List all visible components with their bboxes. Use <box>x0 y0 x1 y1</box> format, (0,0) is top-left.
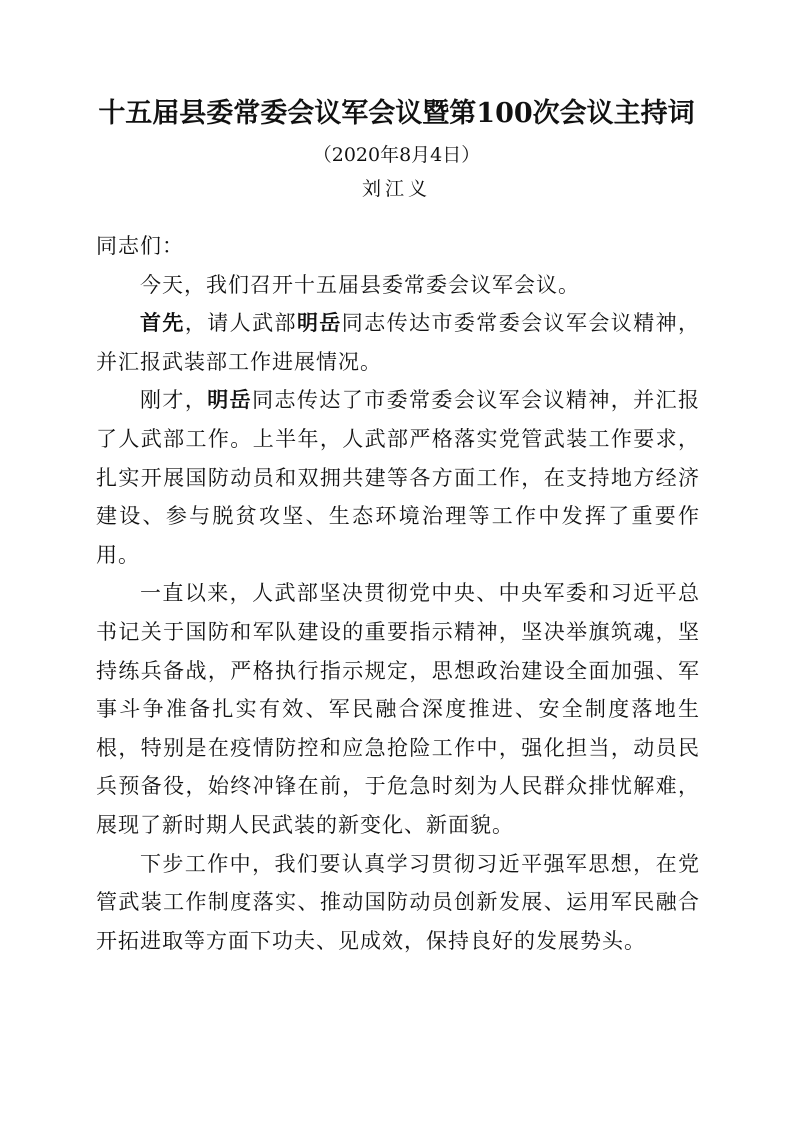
document-author: 刘江义 <box>361 178 431 200</box>
paragraph-1: 今天，我们召开十五届县委常委会议军会议。 <box>140 272 580 297</box>
paragraph-2-lead: 首先 <box>140 310 185 336</box>
paragraph-3-text-a: 刚才， <box>140 388 208 413</box>
salutation: 同志们： <box>96 234 184 258</box>
document-date: （2020年8月4日） <box>312 144 481 166</box>
paragraph-2-text-b: 同志传达市委常委会议军会议精神，并汇报武装部工作进展情况。 <box>96 311 701 374</box>
paragraph-4: 一直以来，人武部坚决贯彻党中央、中央军委和习近平总书记关于国防和军队建设的重要指示精神，坚决举旗筑魂，坚持练兵备战，严格执行指示规定，思想政治建设全面加强、军事斗争准备扎实有效、军民融合深度推进、安全制度落地生根，特别是在疫情防控和应急抢险工作中，强化担当，动员民兵预备役，始终冲锋在前，于危急时刻为人民群众排忧解难，展现了新时期人民武装的新变化、新面貌。 <box>96 581 700 837</box>
paragraph-2-person-name: 明岳 <box>296 310 342 336</box>
document-title: 十五届县委常委会议军会议暨第100次会议主持词 <box>98 98 695 129</box>
paragraph-3 <box>96 381 700 574</box>
paragraph-5: 下步工作中，我们要认真学习贯彻习近平强军思想，在党管武装工作制度落实、推动国防动员创新发展、运用军民融合开拓进取等方面下功夫、见成效，保持良好的发展势头。 <box>96 851 700 953</box>
paragraph-2-text-a: ，请人武部 <box>184 311 297 336</box>
paragraph-3-person-name: 明岳 <box>207 387 253 413</box>
paragraph-3-text-b: 同志传达了市委常委会议军会议精神，并汇报了人武部工作。上半年，人武部严格落实党管武装工作要求，扎实开展国防动员和双拥共建等各方面工作，在支持地方经济建设、参与脱贫攻坚、生态环境治理等工作中发挥了重要作用。 <box>96 388 701 567</box>
document-body <box>96 227 700 960</box>
paragraph-2 <box>96 304 700 381</box>
